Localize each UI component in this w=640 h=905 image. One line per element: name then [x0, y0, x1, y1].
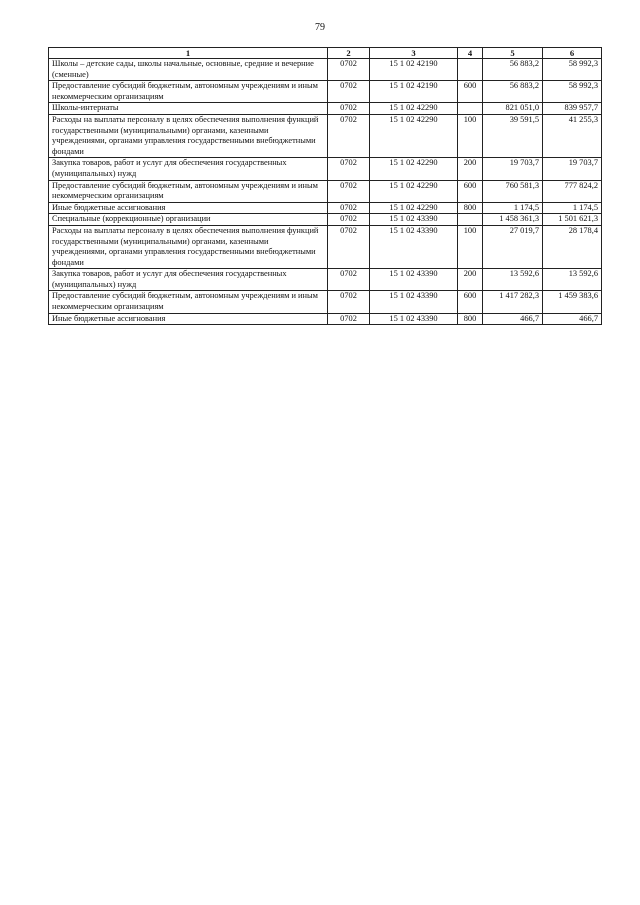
- row-name-cell: Иные бюджетные ассигнования: [49, 202, 328, 214]
- table-header-row: [49, 48, 602, 59]
- expense-type-cell: 100: [458, 114, 483, 157]
- budget-table: [48, 47, 602, 325]
- target-code-cell: 15 1 02 42190: [370, 59, 458, 81]
- section-code-cell: 0702: [328, 313, 370, 325]
- table-row: [49, 291, 602, 313]
- page-number: 79: [315, 22, 325, 33]
- expense-type-cell: 600: [458, 180, 483, 202]
- section-code-cell: 0702: [328, 180, 370, 202]
- expense-type-cell: [458, 214, 483, 226]
- expense-type-cell: 200: [458, 158, 483, 180]
- section-code-cell: 0702: [328, 103, 370, 115]
- table-row: [49, 269, 602, 291]
- amount-cell-col5: 1 458 361,3: [483, 214, 543, 226]
- expense-type-cell: 100: [458, 225, 483, 268]
- row-name-cell: Предоставление субсидий бюджетным, автономным учреждениям и иным некоммерческим организациям: [49, 291, 328, 313]
- target-code-cell: 15 1 02 43390: [370, 313, 458, 325]
- column-header: 4: [458, 48, 483, 59]
- row-name-cell: Школы-интернаты: [49, 103, 328, 115]
- table-row: [49, 114, 602, 157]
- amount-cell-col6: 19 703,7: [543, 158, 602, 180]
- table-row: [49, 225, 602, 268]
- target-code-cell: 15 1 02 42290: [370, 103, 458, 115]
- target-code-cell: 15 1 02 43390: [370, 225, 458, 268]
- section-code-cell: 0702: [328, 269, 370, 291]
- section-code-cell: 0702: [328, 225, 370, 268]
- section-code-cell: 0702: [328, 291, 370, 313]
- amount-cell-col6: 28 178,4: [543, 225, 602, 268]
- expense-type-cell: 600: [458, 81, 483, 103]
- amount-cell-col6: 58 992,3: [543, 81, 602, 103]
- expense-type-cell: [458, 103, 483, 115]
- expense-type-cell: 600: [458, 291, 483, 313]
- section-code-cell: 0702: [328, 202, 370, 214]
- column-header: 5: [483, 48, 543, 59]
- row-name-cell: Закупка товаров, работ и услуг для обеспечения государственных (муниципальных) нужд: [49, 269, 328, 291]
- amount-cell-col5: 13 592,6: [483, 269, 543, 291]
- row-name-cell: Предоставление субсидий бюджетным, автономным учреждениям и иным некоммерческим организациям: [49, 180, 328, 202]
- row-name-cell: Специальные (коррекционные) организации: [49, 214, 328, 226]
- target-code-cell: 15 1 02 42290: [370, 114, 458, 157]
- amount-cell-col5: 27 019,7: [483, 225, 543, 268]
- amount-cell-col5: 19 703,7: [483, 158, 543, 180]
- expense-type-cell: 800: [458, 202, 483, 214]
- table-row: [49, 158, 602, 180]
- target-code-cell: 15 1 02 43390: [370, 291, 458, 313]
- section-code-cell: 0702: [328, 81, 370, 103]
- section-code-cell: 0702: [328, 114, 370, 157]
- target-code-cell: 15 1 02 42290: [370, 202, 458, 214]
- row-name-cell: Иные бюджетные ассигнования: [49, 313, 328, 325]
- amount-cell-col6: 41 255,3: [543, 114, 602, 157]
- target-code-cell: 15 1 02 42290: [370, 158, 458, 180]
- target-code-cell: 15 1 02 43390: [370, 269, 458, 291]
- amount-cell-col6: 1 501 621,3: [543, 214, 602, 226]
- target-code-cell: 15 1 02 43390: [370, 214, 458, 226]
- table-row: [49, 59, 602, 81]
- amount-cell-col6: 1 459 383,6: [543, 291, 602, 313]
- table-row: [49, 180, 602, 202]
- row-name-cell: Школы – детские сады, школы начальные, основные, средние и вечерние (сменные): [49, 59, 328, 81]
- expense-type-cell: 800: [458, 313, 483, 325]
- amount-cell-col5: 466,7: [483, 313, 543, 325]
- amount-cell-col5: 760 581,3: [483, 180, 543, 202]
- column-header: 1: [49, 48, 328, 59]
- expense-type-cell: [458, 59, 483, 81]
- table-row: [49, 202, 602, 214]
- row-name-cell: Предоставление субсидий бюджетным, автономным учреждениям и иным некоммерческим организациям: [49, 81, 328, 103]
- amount-cell-col6: 777 824,2: [543, 180, 602, 202]
- amount-cell-col6: 58 992,3: [543, 59, 602, 81]
- table-row: [49, 103, 602, 115]
- amount-cell-col6: 1 174,5: [543, 202, 602, 214]
- amount-cell-col6: 13 592,6: [543, 269, 602, 291]
- amount-cell-col5: 39 591,5: [483, 114, 543, 157]
- row-name-cell: Расходы на выплаты персоналу в целях обеспечения выполнения функций государственными (муниципальными) органами, казенными учреждениями, органами управления государственными внебюджетными фондами: [49, 225, 328, 268]
- amount-cell-col5: 56 883,2: [483, 81, 543, 103]
- row-name-cell: Расходы на выплаты персоналу в целях обеспечения выполнения функций государственными (муниципальными) органами, казенными учреждениями, органами управления государственными внебюджетными фондами: [49, 114, 328, 157]
- target-code-cell: 15 1 02 42190: [370, 81, 458, 103]
- section-code-cell: 0702: [328, 214, 370, 226]
- column-header: 3: [370, 48, 458, 59]
- section-code-cell: 0702: [328, 158, 370, 180]
- target-code-cell: 15 1 02 42290: [370, 180, 458, 202]
- amount-cell-col6: 466,7: [543, 313, 602, 325]
- table-row: [49, 81, 602, 103]
- section-code-cell: 0702: [328, 59, 370, 81]
- row-name-cell: Закупка товаров, работ и услуг для обеспечения государственных (муниципальных) нужд: [49, 158, 328, 180]
- column-header: 2: [328, 48, 370, 59]
- expense-type-cell: 200: [458, 269, 483, 291]
- amount-cell-col5: 56 883,2: [483, 59, 543, 81]
- amount-cell-col6: 839 957,7: [543, 103, 602, 115]
- table-row: [49, 313, 602, 325]
- column-header: 6: [543, 48, 602, 59]
- amount-cell-col5: 1 417 282,3: [483, 291, 543, 313]
- amount-cell-col5: 1 174,5: [483, 202, 543, 214]
- table-row: [49, 214, 602, 226]
- table-body: [49, 59, 602, 325]
- amount-cell-col5: 821 051,0: [483, 103, 543, 115]
